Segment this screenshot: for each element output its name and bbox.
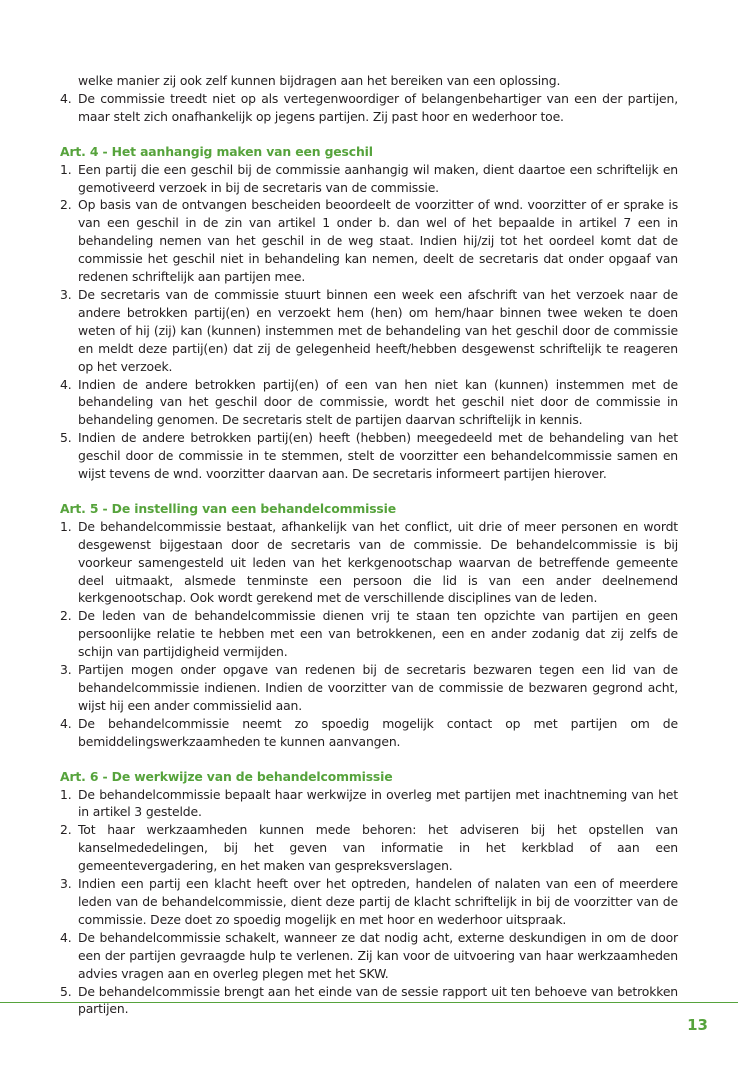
item-number: 3. — [60, 286, 72, 302]
item-number: 5. — [60, 983, 72, 999]
section-heading-art4: Art. 4 - Het aanhangig maken van een geschil — [60, 143, 373, 159]
section-heading-art5: Art. 5 - De instelling van een behandelcommissie — [60, 500, 396, 516]
item-number: 5. — [60, 430, 72, 446]
item-text: De behandelcommissie neemt zo spoedig mogelijk contact op met partijen om de bemiddelingswerkzaamheden te kunnen aanvangen. — [78, 715, 678, 749]
list-item — [60, 983, 678, 1019]
section-heading-art6: Art. 6 - De werkwijze van de behandelcommissie — [60, 768, 393, 784]
item-number: 1. — [60, 786, 72, 802]
item-text: Tot haar werkzaamheden kunnen mede behoren: het adviseren bij het opstellen van kanselmededelingen, bij het geven van informatie in het kerkblad of aan een gemeentevergadering, en het maken van gespreksverslagen. — [78, 822, 678, 874]
list-item — [60, 661, 678, 715]
list-item — [60, 161, 678, 197]
item-text: Indien een partij een klacht heeft over het optreden, handelen of nalaten van een of meerdere leden van de behandelcommissie, dient deze partij de klacht schriftelijk in bij de voorzitter van de commissie. Deze doet zo spoedig mogelijk en met hoor en wederhoor uitspraak. — [78, 876, 678, 927]
item-number: 4. — [60, 715, 72, 731]
list-item — [60, 607, 678, 661]
page-number: 13 — [687, 1016, 708, 1034]
continued-paragraph: welke manier zij ook zelf kunnen bijdragen aan het bereiken van een oplossing. — [78, 73, 561, 88]
item-text: De behandelcommissie bepaalt haar werkwijze in overleg met partijen met inachtneming van het in artikel 3 gestelde. — [78, 786, 678, 820]
item-text: De behandelcommissie schakelt, wanneer ze dat nodig acht, externe deskundigen in om de door een der partijen gevraagde hulp te verlenen. Zij kan voor de uitvoering van haar werkzaamheden advies vragen aan en overleg plegen met het SKW. — [78, 929, 678, 981]
list-item — [60, 518, 678, 608]
item-number: 2. — [60, 822, 72, 838]
list-item — [60, 90, 678, 126]
list-item — [60, 875, 678, 929]
page-body — [60, 72, 678, 1018]
item-number: 2. — [60, 197, 72, 213]
item-number: 4. — [60, 90, 72, 106]
item-text: Indien de andere betrokken partij(en) of een van hen niet kan (kunnen) instemmen met de behandeling van het geschil door de commissie, wordt het geschil niet door de commissie in behandeling genomen. De secretaris stelt de partijen daarvan schriftelijk in kennis. — [78, 376, 678, 428]
item-number: 1. — [60, 161, 72, 177]
item-number: 1. — [60, 518, 72, 534]
list-item — [60, 376, 678, 430]
list-item — [60, 196, 678, 286]
list-item — [60, 286, 678, 376]
item-text: Indien de andere betrokken partij(en) heeft (hebben) meegedeeld met de behandeling van het geschil door de commissie in te stemmen, stelt de voorzitter een behandelcommissie samen en wijst tevens de wnd. voorzitter daarvan aan. De secretaris informeert partijen hierover. — [78, 430, 678, 482]
item-number: 4. — [60, 376, 72, 392]
list-item — [60, 429, 678, 483]
footer-divider — [0, 1002, 738, 1003]
item-text: Op basis van de ontvangen bescheiden beoordeelt de voorzitter of wnd. voorzitter of er sprake is van een geschil in de zin van artikel 1 onder b. dan wel of het bepaalde in artikel 7 een in behandeling nemen van het geschil in de weg staat. Indien hij/zij tot het oordeel komt dat de commissie het geschil niet in behandeling kan nemen, deelt de secretaris dat onder opgaaf van redenen schriftelijk aan partijen mee. — [78, 197, 678, 285]
item-number: 3. — [60, 662, 72, 678]
list-item — [60, 715, 678, 751]
item-text: De behandelcommissie bestaat, afhankelijk van het conflict, uit drie of meer personen en wordt desgewenst bijgestaan door de secretaris van de commissie. De behandelcommissie is bij voorkeur samengesteld uit leden van het kerkgenootschap waarvan de betreffende gemeente deel uitmaakt, alsmede tenminste een persoon die lid is van een ander deelnemend kerkgenootschap. Ook wordt gerekend met de verschillende disciplines van de leden. — [78, 518, 678, 606]
list-item — [60, 929, 678, 983]
item-text: De leden van de behandelcommissie dienen vrij te staan ten opzichte van partijen en geen persoonlijke relatie te hebben met een van betrokkenen, een en ander zodanig dat zij zelfs de schijn van partijdigheid vermijden. — [78, 608, 678, 660]
item-number: 3. — [60, 876, 72, 892]
list-item — [60, 821, 678, 875]
item-text: De behandelcommissie brengt aan het einde van de sessie rapport uit ten behoeve van betrokken partijen. — [78, 983, 678, 1017]
item-text: Partijen mogen onder opgave van redenen bij de secretaris bezwaren tegen een lid van de behandelcommissie indienen. Indien de voorzitter van de commissie de bezwaren gegrond acht, wijst hij een ander commissielid aan. — [78, 662, 678, 713]
item-text: De commissie treedt niet op als vertegenwoordiger of belangenbehartiger van een der partijen, maar stelt zich onafhankelijk op jegens partijen. Zij past hoor en wederhoor toe. — [78, 90, 678, 124]
item-text: Een partij die een geschil bij de commissie aanhangig wil maken, dient daartoe een schriftelijk en gemotiveerd verzoek in bij de secretaris van de commissie. — [78, 161, 678, 195]
item-number: 4. — [60, 929, 72, 945]
list-item — [60, 786, 678, 822]
item-text: De secretaris van de commissie stuurt binnen een week een afschrift van het verzoek naar de andere betrokken partij(en) en verzoekt hem (hen) om hem/haar binnen twee weken te doen weten of hij (zij) kan (kunnen) instemmen met de behandeling van het geschil door de commissie en meldt deze partij(en) dat zij de gelegenheid heeft/hebben desgewenst schriftelijk te reageren op het verzoek. — [78, 286, 678, 374]
item-number: 2. — [60, 608, 72, 624]
